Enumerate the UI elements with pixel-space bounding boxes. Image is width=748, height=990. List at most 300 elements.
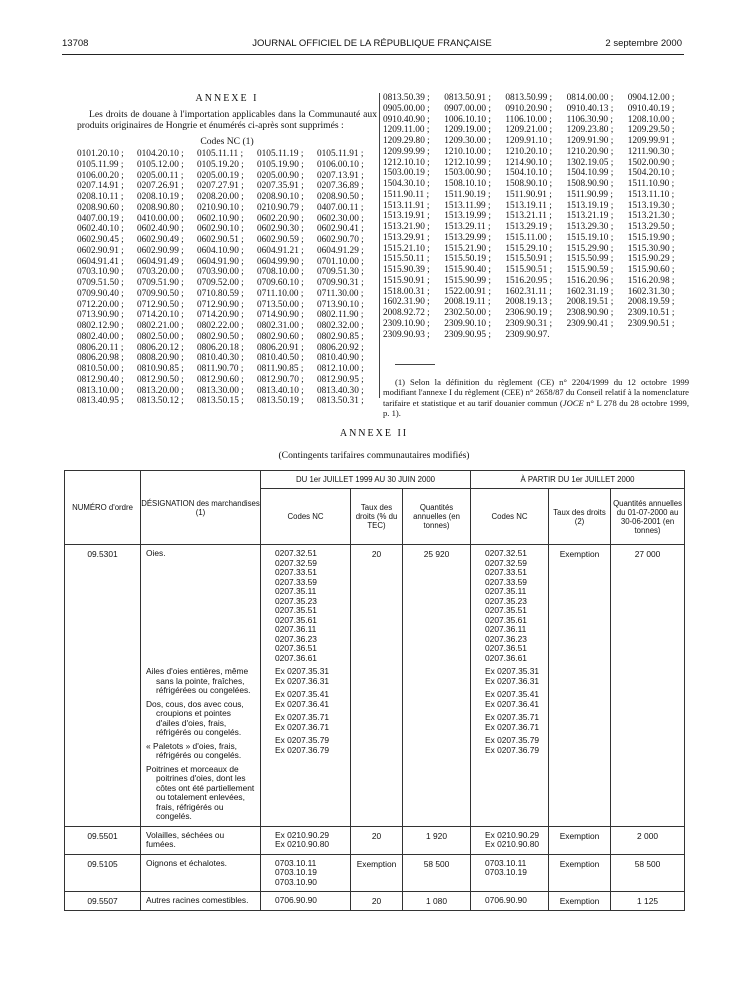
nc-code: 1513.21.30 ; [627,211,675,222]
designation-sub: Ailes d'oies entières, même sans la pointe, fraîches, réfrigérées ou congelées. [146,666,251,695]
nc-code: 1515.90.59 ; [566,265,614,275]
nc-code: 0709.52.00 ; [197,278,244,288]
nc-code: 1513.29.50 ; [627,222,675,232]
designation-spacer [146,559,255,664]
nc-code: 1209.30.00 ; [444,136,491,146]
sub-codes-1 [275,713,345,732]
nc-code: 0208.90.60 ; [77,202,124,213]
nc-code: 1511.10.90 ; [627,179,675,189]
sub-codes-1 [275,667,345,686]
rate-cell-2 [549,545,611,827]
nc-code: 1515.90.29 ; [627,254,675,265]
nc-code: 2008.92.72 ; [383,308,430,318]
nc-code: 1503.00.90 ; [444,168,491,179]
nc-code: 0812.90.40 ; [77,374,124,385]
header-period-1: DU 1er JUILLET 1999 AU 30 JUIN 2000 [261,471,471,489]
nc-code: 1106.10.00 ; [505,114,552,125]
nc-code: 0708.10.00 ; [257,267,304,278]
codes-cell-1 [261,892,351,911]
nc-code: 0104.20.10 ; [137,149,184,159]
nc-code: 0208.90.50 ; [317,192,364,202]
annex1-left-column [77,93,377,407]
nc-code: 1209.23.80 ; [566,125,614,136]
nc-code: 0604.99.90 ; [257,256,304,267]
nc-code: 2309.90.41 ; [566,318,614,329]
nc-code: 1209.29.50 ; [627,125,675,136]
nc-code: 0602.90.41 ; [317,224,364,235]
nc-code: 1209.19.00 ; [444,125,491,136]
nc-code: 0810.40.50 ; [257,353,304,364]
nc-code: 0105.12.00 ; [137,159,184,170]
table-row [65,545,685,827]
codes-cell-1 [261,545,351,827]
codes-list-1 [261,827,350,854]
designation-main: Volailles, séchées ou fumées. [146,829,225,849]
nc-code: 2309.90.31 ; [505,318,553,329]
nc-code: 0105.11.19 ; [257,149,304,159]
nc-code: 0709.51.90 ; [137,278,184,288]
nc-code: 0207.36.23 [275,633,317,644]
nc-code [628,330,689,341]
sub-codes-2 [485,736,543,755]
nc-code: 0806.20.11 ; [77,342,124,353]
nc-code: 0802.32.00 ; [317,321,364,331]
nc-code: 0602.20.90 ; [257,213,304,224]
quota-table [64,470,685,911]
nc-code: 0802.40.00 ; [77,331,124,342]
nc-code: 0602.90.59 ; [257,235,304,245]
nc-code: Ex 0210.90.80 [275,839,330,849]
nc-code: 0810.50.00 ; [77,364,124,374]
rate-cell-1 [351,826,403,854]
rate-1: 20 [371,830,382,841]
nc-code: 0810.40.90 ; [317,353,364,364]
designation [141,855,260,873]
nc-code: 0602.90.70 ; [317,235,364,245]
nc-code: 0905.00.00 ; [383,103,430,114]
nc-code: 0207.33.51 [485,567,527,577]
nc-code: 1602.31.30 ; [627,286,675,297]
nc-code: 0602.90.99 ; [137,245,184,256]
designation-main: Oignons et échalotes. [146,857,228,868]
sub-codes-2 [485,713,543,732]
nc-code: 0709.51.50 ; [77,278,124,288]
sub-codes-2 [485,667,543,686]
rate-cell-1 [351,892,403,911]
quantity-cell-2 [611,892,685,911]
nc-code: 1508.90.90 ; [566,179,614,189]
nc-code: Ex 0210.90.29 [485,829,540,840]
designation-main: Autres racines comestibles. [146,895,249,905]
nc-code: 0709.90.50 ; [137,288,184,299]
rate-1: Exemption [356,858,397,869]
nc-code: 0703.90.00 ; [197,267,244,278]
quantity-cell-1 [403,854,471,892]
nc-code: 0703.10.11 [275,857,317,868]
nc-code [567,330,628,341]
nc-code: 0207.35.11 [275,586,317,596]
quota-table-body [65,545,685,911]
nc-code: 0703.20.00 ; [137,267,184,278]
rate-2: Exemption [559,858,600,869]
nc-code: 0701.10.00 ; [317,256,364,267]
rate-2: Exemption [559,896,600,906]
nc-code: 0207.35.11 [485,586,527,596]
codes-cell-1 [261,826,351,854]
nc-code: 1515.50.11 ; [383,254,430,265]
nc-code: 1513.11.91 ; [383,200,430,211]
codes-cell-2 [471,892,549,911]
nc-code: 0714.20.10 ; [137,310,184,321]
nc-code: 0208.90.80 ; [137,202,184,213]
header-period-2: À PARTIR DU 1er JUILLET 2000 [471,471,685,489]
nc-code: 1211.90.30 ; [627,146,675,157]
nc-code: 0207.32.51 [275,548,317,558]
nc-code: 0207.27.91 ; [197,181,244,192]
nc-code: 1516.20.96 ; [566,275,614,286]
nc-code: 0207.36.61 [485,652,527,663]
nc-code: 0802.22.00 ; [197,321,244,331]
nc-code: 1515.21.90 ; [444,243,491,254]
nc-code: 1212.10.10 ; [383,157,430,168]
order-number: 09.5507 [87,896,118,906]
nc-code: 0207.36.89 ; [317,181,364,192]
nc-code: 0602.40.10 ; [77,224,124,235]
nc-code: 1209.11.00 ; [383,125,430,136]
nc-code: 1516.20.98 ; [627,275,675,286]
annex2-subtitle: (Contingents tarifaires communautaires modifiés) [278,450,470,461]
designation-sub: « Paletots » d'oies, frais, réfrigérés ou congelés. [146,740,242,760]
nc-code: 0207.14.91 ; [77,181,124,192]
codes-cell-2 [471,545,549,827]
nc-code: 0812.10.00 ; [317,364,364,374]
nc-code: 0802.90.60 ; [257,331,304,342]
order-number-cell [65,545,141,827]
nc-code: 0703.10.19 [275,867,317,877]
nc-code: 0207.35.23 [275,595,317,606]
nc-code: 0812.90.70 ; [257,374,304,385]
nc-code: 0703.10.19 [485,867,527,877]
nc-code: 0706.90.90 [485,895,527,905]
nc-code: 2008.19.59 ; [627,297,675,308]
nc-code: 0806.20.91 ; [257,342,304,353]
quantity-cell-2 [611,826,685,854]
header-rate-1: Taux des droits (% du TEC) [351,489,403,545]
codes-grid-right [383,93,689,340]
nc-code: 1515.19.90 ; [627,232,675,243]
nc-code: 1513.29.30 ; [566,222,614,232]
nc-code: 0709.51.30 ; [317,267,364,278]
nc-code: 0812.90.50 ; [137,374,184,385]
nc-code: 2309.10.90 ; [383,318,430,329]
nc-code: Ex 0207.36.71 [485,721,540,732]
nc-code: 0604.91.49 ; [137,256,184,267]
nc-code: Ex 0207.35.41 [275,689,330,699]
nc-code: 1209.21.00 ; [505,125,553,136]
nc-code: 0910.40.90 ; [383,114,430,125]
header-quantity-2: Quantités annuelles du 01-07-2000 au 30-06-2001 (en tonnes) [611,489,685,545]
nc-code: 1515.90.51 ; [505,265,553,275]
nc-code: 1515.50.91 ; [505,254,553,265]
nc-code: 1511.90.11 ; [383,189,430,200]
designation-cell [141,854,261,892]
nc-code: 0105.11.91 ; [317,149,364,159]
nc-code: 0602.90.49 ; [137,235,184,245]
codes-list-2 [471,855,548,882]
nc-code: 1513.21.90 ; [383,222,430,232]
quantity-1: 1 080 [426,896,447,906]
nc-code: 1515.11.00 ; [505,232,552,243]
quantity-cell-2 [611,545,685,827]
quantity-1: 1 920 [426,830,447,841]
nc-code: 0703.10.90 [275,876,317,887]
nc-code: 0207.26.91 ; [137,181,184,192]
nc-code: 0207.36.11 [275,624,317,634]
journal-title: JOURNAL OFFICIEL DE LA RÉPUBLIQUE FRANÇAISE [252,38,492,49]
order-number-cell [65,826,141,854]
nc-code: 0806.20.98 ; [77,353,124,364]
codes-list-2 [471,827,548,854]
nc-code: 0904.12.00 ; [627,93,675,103]
nc-code: 1515.29.10 ; [505,243,553,254]
sub-codes-1 [275,736,345,755]
nc-code: 0604.91.29 ; [317,245,364,256]
nc-code: 1513.19.99 ; [444,211,491,222]
header-rule [62,54,684,55]
nc-code: 1302.19.05 ; [566,157,614,168]
nc-code: 0802.31.00 ; [257,321,304,331]
nc-code: 1210.20.10 ; [505,146,553,157]
nc-code: Ex 0207.35.31 [275,666,330,676]
nc-code: 0813.50.99 ; [505,93,553,103]
nc-code: 0910.20.90 ; [505,103,553,114]
nc-code: 1210.20.90 ; [566,146,614,157]
nc-code: 0207.35.51 [275,605,317,615]
nc-code: Ex 0210.90.29 [275,829,330,840]
nc-code: Ex 0207.35.79 [485,735,540,745]
table-row [65,826,685,854]
sub-codes-2 [485,690,543,709]
annex1-intro: Les droits de douane à l'importation applicables dans la Communauté aux produits originaires de Hongrie et énumérés ci-après sont supprimés : [77,108,377,131]
nc-code: 0808.20.90 ; [137,353,184,364]
quantity-2: 1 125 [637,896,659,906]
table-row [65,854,685,892]
nc-code: Ex 0207.36.79 [485,744,540,755]
quantity-cell-1 [403,892,471,911]
nc-code: 0602.40.90 ; [137,224,184,235]
nc-code: 0813.50.91 ; [444,93,491,103]
nc-code: 1602.31.11 ; [505,286,552,297]
nc-code: 0604.91.41 ; [77,256,124,267]
nc-code: 0810.40.30 ; [197,353,244,364]
designation-main: Oies. [146,548,166,558]
footnote-text-b: n° L 278 du 28 octobre 1999, p. 1). [383,397,689,418]
nc-code: 0813.30.00 ; [197,385,244,396]
nc-code: 1513.19.19 ; [566,200,614,211]
nc-code: 0207.35.61 [275,614,317,625]
nc-code: 1513.19.30 ; [627,200,675,211]
order-number: 09.5501 [87,830,118,841]
nc-code: 0602.90.10 ; [197,224,244,235]
nc-code: 2008.19.51 ; [566,297,614,308]
designation-sub: Dos, cous, dos avec cous, croupions et pointes d'ailes d'oies, frais, réfrigérés ou congelés. [146,698,244,737]
nc-code: 2302.50.00 ; [444,308,491,318]
quantity-cell-1 [403,545,471,827]
footnote-text-a: (1) Selon la définition du règlement (CE) n° 2204/1999 du 12 octobre 1999 modifiant l'annexe I du règlement (CEE) n° 2658/87 du Conseil relatif à la nomenclature tarifaire et statistique et au tarif douanier commun ( [383,377,689,408]
header-quantity-1: Quantités annuelles (en tonnes) [403,489,471,545]
footnote-joce: JOCE [562,397,584,408]
nc-code: 0802.11.90 ; [317,310,364,321]
nc-code: 0207.32.51 [485,548,527,558]
nc-code: 0714.20.90 ; [197,310,244,321]
nc-code: 2306.90.19 ; [505,308,553,318]
nc-code: 0105.19.20 ; [197,159,244,170]
nc-code: 0907.00.00 ; [444,103,491,114]
nc-code: 1515.50.99 ; [566,254,614,265]
codes-list-1 [261,545,350,759]
nc-code: 0207.35.23 [485,595,527,606]
nc-code: 0602.90.91 ; [77,245,124,256]
nc-code: 0703.10.90 ; [77,267,124,278]
nc-code: 1209.91.10 ; [505,136,553,146]
nc-code: Ex 0207.36.71 [275,721,330,732]
nc-code: 0810.90.85 ; [137,364,184,374]
nc-code: 0208.10.11 ; [77,192,124,202]
nc-code: 0711.10.00 ; [257,288,304,299]
column-divider [379,93,380,398]
nc-code: 0709.90.31 ; [317,278,364,288]
nc-code: 0207.33.59 [275,576,317,587]
nc-code: 0711.30.00 ; [317,288,364,299]
nc-code: 0712.20.00 ; [77,299,124,310]
nc-code: 1513.29.11 ; [444,222,491,232]
nc-code: 1513.19.11 ; [505,200,552,211]
nc-code: 1214.90.10 ; [505,157,553,168]
nc-code: 0407.00.11 ; [317,202,364,213]
nc-code: 0602.30.00 ; [317,213,364,224]
nc-code: 1209.29.80 ; [383,136,430,146]
issue-date: 2 septembre 2000 [605,38,682,49]
header-codes-1: Codes NC [261,489,351,545]
nc-code: Ex 0210.90.80 [485,839,540,849]
nc-code: Ex 0207.35.79 [275,735,330,745]
nc-code: 1515.50.19 ; [444,254,491,265]
nc-code: 1513.29.19 ; [505,222,553,232]
nc-code: 0207.35.51 [485,605,527,615]
header-designation: DÉSIGNATION des marchandises (1) [141,471,261,545]
nc-code: 0802.50.00 ; [137,331,184,342]
nc-code: 0101.20.10 ; [77,149,124,159]
nc-code: 1513.11.10 ; [627,189,675,200]
nc-code: 1511.90.99 ; [566,189,613,200]
nc-code: 1513.11.99 ; [444,200,491,211]
quantity-2: 27 000 [634,549,661,559]
nc-code: 0813.50.15 ; [197,396,244,407]
nc-code: 0207.36.51 [485,643,527,653]
nc-code: 1209.99.91 ; [627,136,675,146]
codes-list-2 [471,892,548,910]
quantity-1: 25 920 [423,549,450,559]
header-order-number: NUMÉRO d'ordre [65,471,141,545]
nc-code: 1513.21.11 ; [505,211,552,222]
quantity-2: 2 000 [637,830,659,841]
nc-code: 0713.50.00 ; [257,299,304,310]
nc-code: 2308.90.90 ; [566,308,614,318]
rate-cell-1 [351,545,403,827]
designation [141,545,260,826]
order-number-cell [65,892,141,911]
nc-code: 0210.90.79 ; [257,202,304,213]
nc-code: Ex 0207.36.41 [275,698,330,709]
nc-code: 1006.10.10 ; [444,114,491,125]
codes-cell-1 [261,854,351,892]
nc-code: 1504.10.99 ; [566,168,614,179]
nc-code: 1513.21.19 ; [566,211,614,222]
nc-code: 0806.20.18 ; [197,342,244,353]
nc-code: 0813.50.31 ; [317,396,364,407]
codes-cell-2 [471,826,549,854]
nc-code: 1515.90.39 ; [383,265,430,275]
rate-1: 20 [371,549,382,559]
codes-nc-title: Codes NC (1) [200,135,254,147]
nc-code: 0813.20.00 ; [137,385,184,396]
designation-cell [141,545,261,827]
nc-code: 0207.36.61 [275,652,317,663]
nc-code: 0813.40.10 ; [257,385,304,396]
order-number-cell [65,854,141,892]
nc-code: 2309.90.97. [505,329,550,340]
quantity-cell-2 [611,854,685,892]
nc-code: 2008.19.13 ; [505,297,553,308]
footnote [383,377,689,418]
nc-code: 0814.00.00 ; [566,93,614,103]
nc-code: 0207.35.91 ; [257,181,304,192]
quantity-1: 58 500 [423,858,450,869]
quantity-2: 58 500 [634,858,661,869]
nc-code: 1515.19.10 ; [566,232,614,243]
nc-code: 0813.40.95 ; [77,396,124,407]
sub-codes-1 [275,690,345,709]
nc-code: 0802.21.00 ; [137,321,184,331]
codes-list-1 [261,892,350,910]
nc-code: 0709.90.40 ; [77,288,124,299]
nc-code: 0205.00.90 ; [257,170,304,181]
nc-code: 2309.90.93 ; [383,329,430,340]
table-row [65,892,685,911]
nc-code: 0207.32.59 [275,557,317,568]
nc-code: 0207.36.51 [275,643,317,653]
nc-code: 0802.90.50 ; [197,331,244,342]
designation [141,827,260,854]
nc-code: 0208.90.10 ; [257,192,304,202]
nc-code: 0210.90.10 ; [197,202,244,213]
nc-code: 0813.40.30 ; [317,385,364,396]
nc-code: 0207.32.59 [485,557,527,568]
nc-code: 1511.90.91 ; [505,189,552,200]
nc-code: 1508.10.10 ; [444,179,491,189]
nc-code: 0105.11.11 ; [197,149,244,159]
nc-code: 0208.20.00 ; [197,192,244,202]
nc-code: 0604.10.90 ; [197,245,244,256]
nc-code: 0207.35.61 [485,614,527,625]
nc-code: 0813.50.39 ; [383,93,430,103]
designation-cell [141,826,261,854]
nc-code: 1502.00.90 ; [627,157,675,168]
nc-code: Ex 0207.35.41 [485,689,540,699]
nc-code: Ex 0207.36.79 [275,744,330,755]
nc-code: 0713.90.90 ; [77,310,124,321]
codes-grid-left [77,149,377,407]
